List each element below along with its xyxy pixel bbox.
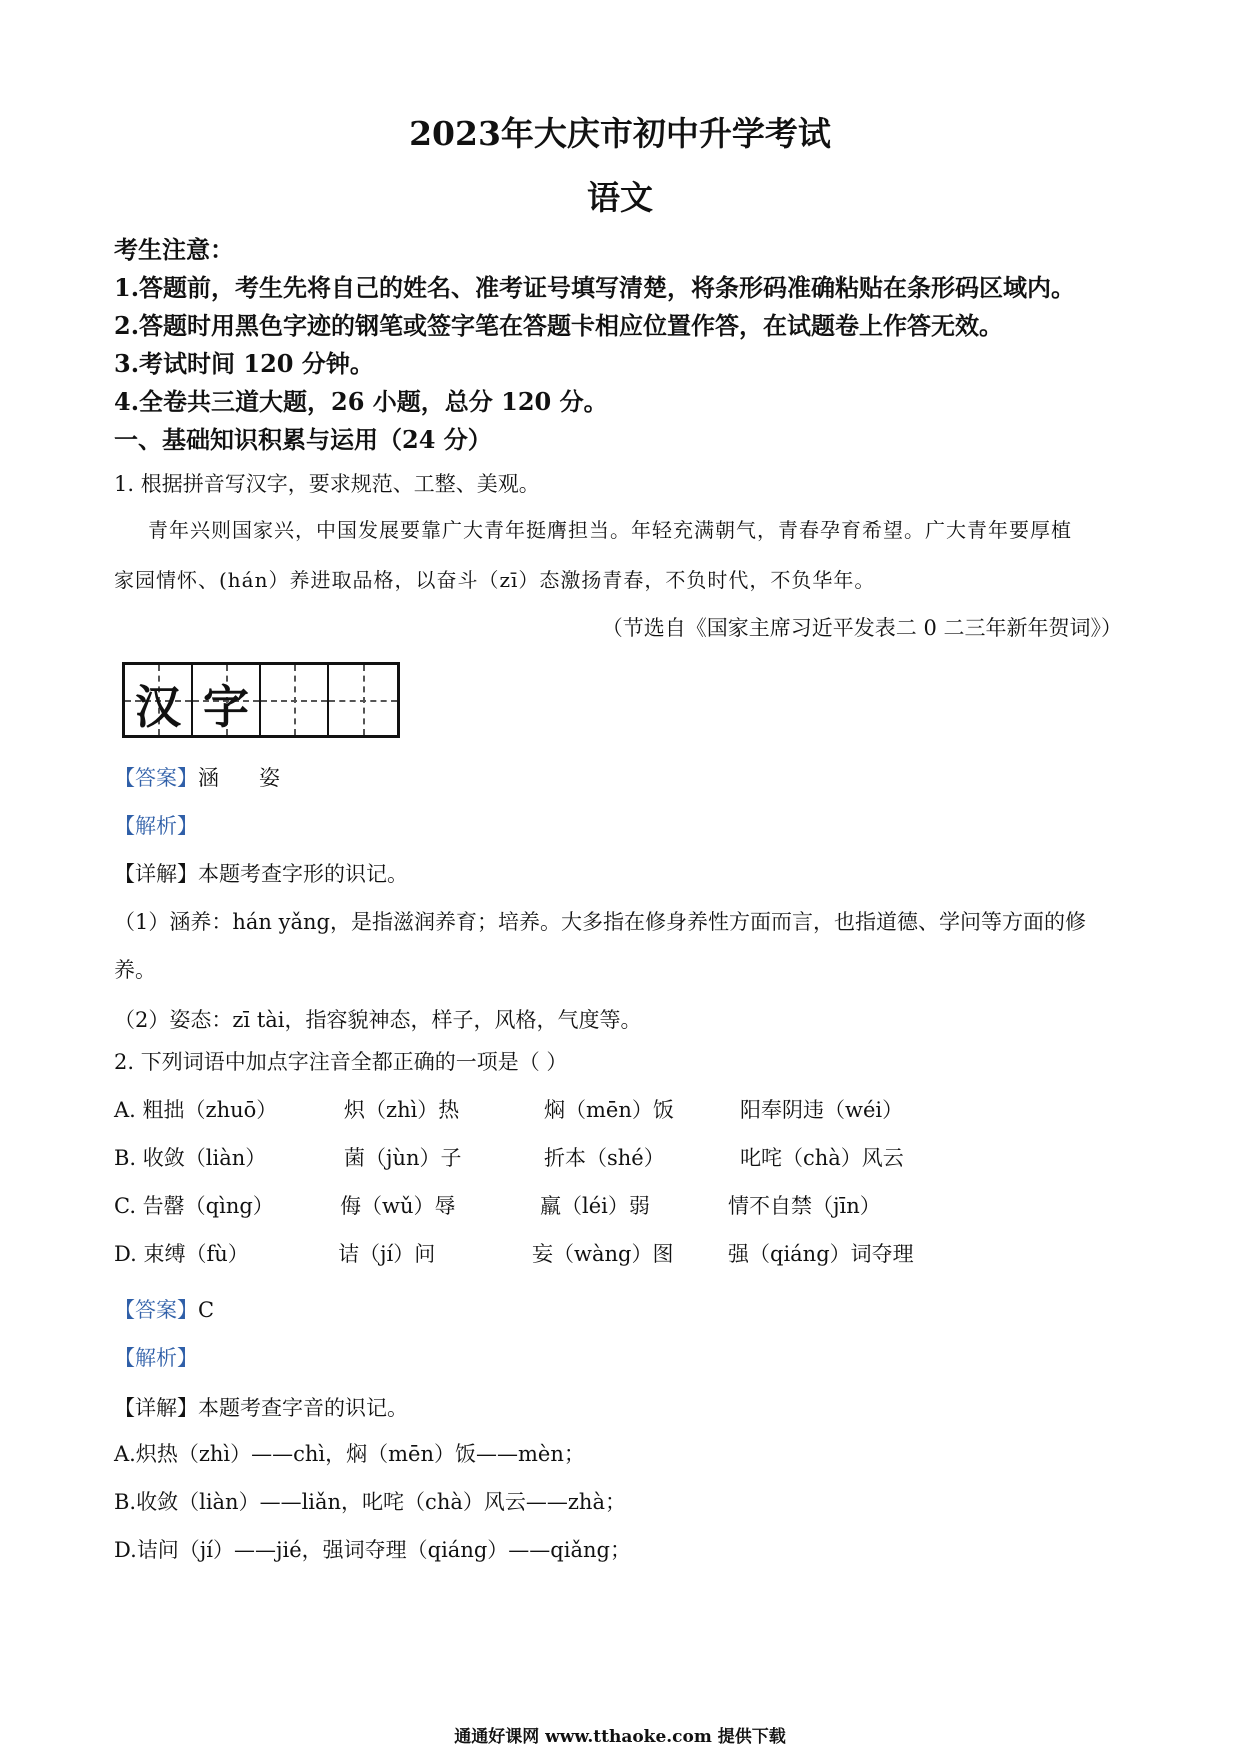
page-title: 2023年大庆市初中升学考试 (409, 114, 831, 153)
answer-text: C (198, 1298, 215, 1322)
notice-item: 2.答题时用黑色字迹的钢笔或签字笔在答题卡相应位置作答，在试题卷上作答无效。 (114, 311, 1004, 340)
character-grid (122, 662, 400, 738)
option-word: 炽（zhì）热 (344, 1098, 460, 1122)
option-word: 侮（wǔ）辱 (340, 1194, 456, 1218)
notice-item: 4.全卷共三道大题，26 小题，总分 120 分。 (114, 387, 608, 416)
passage-line: 青年兴则国家兴，中国发展要靠广大青年挺膺担当。年轻充满朝气，青春孕育希望。广大青年要厚植 (148, 518, 1072, 542)
explanation-line: A.炽热（zhì）——chì，焖（mēn）饭——mèn； (114, 1442, 585, 1466)
option-word: 羸（léi）弱 (540, 1194, 650, 1218)
option-word: 妄（wàng）图 (532, 1242, 674, 1266)
section-heading: 一、基础知识积累与运用（24 分） (114, 425, 492, 454)
grid-cell (125, 665, 193, 735)
detail-line (114, 1392, 408, 1422)
option-word: A. 粗拙（zhuō） (114, 1098, 278, 1122)
answer-tag: 【答案】 (114, 1298, 198, 1322)
answer-line (114, 1294, 214, 1324)
grid-cell (261, 665, 329, 735)
option-word: B. 收敛（liàn） (114, 1146, 267, 1170)
detail-text: 本题考查字形的识记。 (198, 862, 408, 886)
answer-text: 涵 姿 (198, 766, 281, 790)
grid-cell (329, 665, 397, 735)
detail-line (114, 858, 408, 888)
explanation-line: （2）姿态：zī tài，指容貌神态，样子，风格，气度等。 (114, 1008, 642, 1032)
detail-tag: 【详解】 (114, 1396, 198, 1420)
question-stem: 2. 下列词语中加点字注音全都正确的一项是（ ） (114, 1050, 568, 1074)
explanation-line: D.诘问（jí）——jié，强词夺理（qiáng）——qiǎng； (114, 1538, 631, 1562)
option-word: 强（qiáng）词夺理 (728, 1242, 914, 1266)
passage-line: 家园情怀、(hán）养进取品格，以奋斗（zī）态激扬青春，不负时代，不负华年。 (114, 568, 876, 592)
option-word: 诘（jí）问 (338, 1242, 436, 1266)
option-word: 阳奉阴违（wéi） (740, 1098, 904, 1122)
option-word: 折本（shé） (544, 1146, 665, 1170)
option-word: 焖（mēn）饭 (544, 1098, 674, 1122)
subject-title: 语文 (587, 178, 653, 217)
page-footer: 通通好课网 www.tthaoke.com 提供下载 (454, 1727, 786, 1747)
answer-line (114, 762, 280, 792)
explanation-line: 养。 (114, 958, 156, 982)
detail-tag: 【详解】 (114, 862, 198, 886)
option-word: C. 告罄（qìng） (114, 1194, 274, 1218)
passage-source: （节选自《国家主席习近平发表二 0 二三年新年贺词》） (601, 616, 1122, 640)
analysis-tag: 【解析】 (114, 814, 198, 838)
notice-heading: 考生注意： (114, 235, 234, 264)
grid-cell (193, 665, 261, 735)
option-word: 菌（jùn）子 (344, 1146, 462, 1170)
analysis-tag: 【解析】 (114, 1346, 198, 1370)
question-stem: 1. 根据拼音写汉字，要求规范、工整、美观。 (114, 472, 540, 496)
answer-tag: 【答案】 (114, 766, 198, 790)
explanation-line: （1）涵养：hán yǎng，是指滋润养育；培养。大多指在修身养性方面而言，也指道德、学问等方面的修 (114, 910, 1086, 934)
option-word: D. 束缚（fù） (114, 1242, 249, 1266)
detail-text: 本题考查字音的识记。 (198, 1396, 408, 1420)
grid-char: 汉 (135, 680, 181, 734)
grid-char: 字 (203, 680, 250, 734)
notice-item: 3.考试时间 120 分钟。 (114, 349, 374, 378)
notice-item: 1.答题前，考生先将自己的姓名、准考证号填写清楚，将条形码准确粘贴在条形码区域内。 (114, 273, 1076, 302)
option-word: 情不自禁（jīn） (728, 1194, 881, 1218)
explanation-line: B.收敛（liàn）——liǎn，叱咤（chà）风云——zhà； (114, 1490, 626, 1514)
option-word: 叱咤（chà）风云 (740, 1146, 904, 1170)
